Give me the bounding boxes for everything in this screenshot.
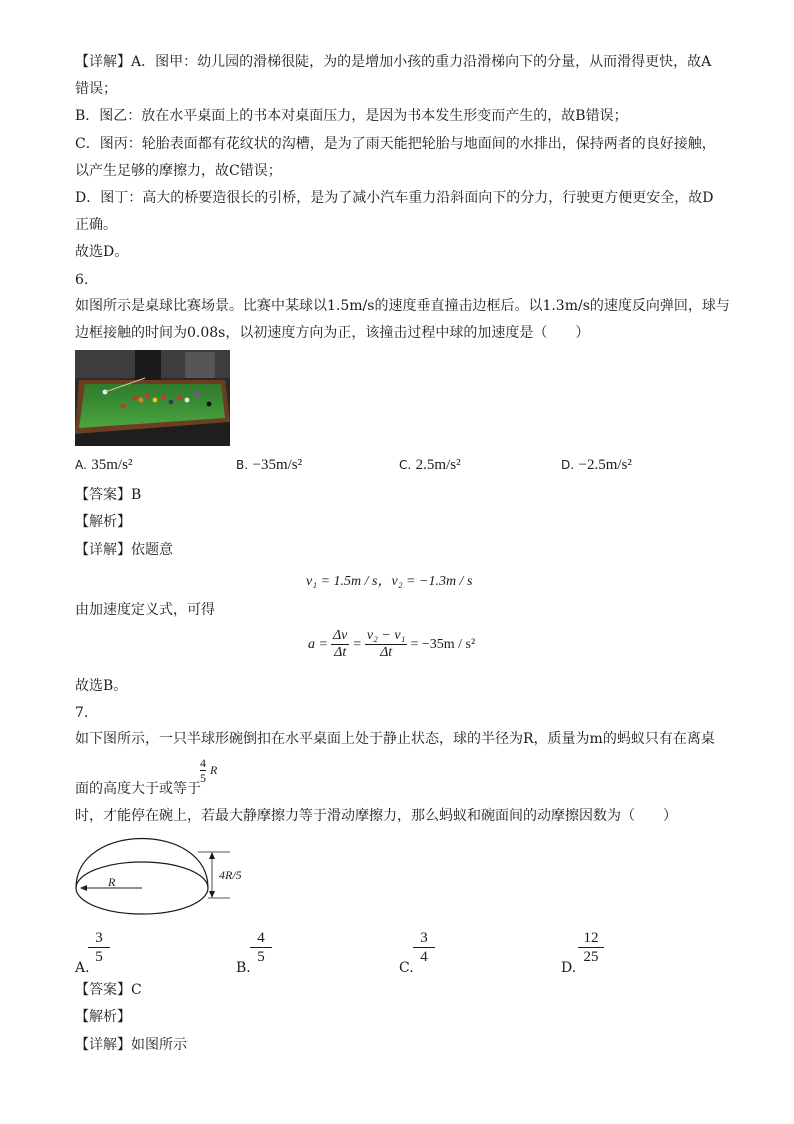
option-numerator: 3	[413, 929, 435, 948]
q5-detail-line-4: C．图丙：轮胎表面都有花纹状的沟槽，是为了雨天能把轮胎与地面间的水排出，保持两者的良好接触，	[75, 136, 716, 152]
q5-conclusion: 故选D。	[75, 244, 129, 260]
option-label: A.	[75, 458, 87, 472]
option-numerator: 4	[250, 929, 272, 948]
q7-answer: 【答案】C	[75, 982, 142, 998]
q7-option-a-value	[88, 929, 110, 966]
q6-option-b[interactable]	[236, 457, 302, 474]
option-value: −35m/s²	[252, 457, 303, 473]
option-value: 2.5m/s²	[415, 457, 461, 473]
q7-option-c-label[interactable]: C.	[399, 960, 414, 976]
q7-option-b-label[interactable]: B.	[236, 960, 251, 976]
height-label: 4R/5	[219, 868, 242, 882]
q6-definition-text: 由加速度定义式，可得	[75, 602, 215, 618]
q7-inline-fraction	[198, 756, 228, 785]
q7-stem-line-2: 面的高度大于或等于	[75, 781, 201, 797]
radius-label: R	[108, 875, 116, 889]
q6-equation-velocities: v₁ = 1.5m / s，v₂ = −1.3m / s	[306, 574, 473, 589]
q6-stem-line-1: 如图所示是桌球比赛场景。比赛中某球以1.5m/s的速度垂直撞击边框后。以1.3m/s的速度反向弹回，球与	[75, 298, 730, 314]
option-denominator: 5	[257, 949, 265, 965]
q7-option-c-value	[413, 929, 435, 966]
q7-option-a-label[interactable]: A.	[75, 960, 90, 976]
q7-option-d-value	[578, 929, 604, 966]
option-value: 35m/s²	[91, 457, 133, 473]
q6-option-d[interactable]	[561, 457, 632, 474]
eq-fraction-2-numerator: v₂ − v₁	[366, 628, 406, 643]
option-numerator: 12	[578, 929, 604, 948]
eq-rhs: = −35m / s²	[410, 636, 476, 652]
q7-inline-fraction-numerator: 4	[200, 756, 206, 770]
eq-fraction-1	[331, 628, 349, 661]
q7-option-d-label[interactable]: D.	[561, 960, 577, 976]
option-denominator: 5	[95, 949, 103, 965]
eq-lhs: a =	[308, 636, 328, 652]
hemisphere-bowl-figure	[72, 830, 252, 918]
option-label: C.	[399, 458, 412, 472]
q7-detail: 【详解】如图所示	[75, 1037, 187, 1053]
q6-conclusion: 故选B。	[75, 678, 128, 694]
q6-equation-acceleration	[308, 628, 475, 661]
eq-fraction-2	[365, 628, 408, 661]
billiards-photo	[75, 350, 230, 446]
q7-number: 7.	[75, 705, 89, 721]
q6-option-a[interactable]	[75, 457, 132, 474]
option-label: D.	[561, 458, 575, 472]
option-value: −2.5m/s²	[578, 457, 632, 473]
eq-fraction-2-denominator: Δt	[380, 645, 393, 660]
eq-fraction-1-numerator: Δv	[332, 628, 348, 643]
q7-option-b-value	[250, 929, 272, 966]
q6-option-c[interactable]	[399, 457, 461, 474]
q7-stem-line-1: 如下图所示，一只半球形碗倒扣在水平桌面上处于静止状态，球的半径为R，质量为m的蚂蚁只有在离桌	[75, 731, 715, 747]
q5-detail-line-3: B．图乙：放在水平桌面上的书本对桌面压力，是因为书本发生形变而产生的，故B错误；	[75, 108, 628, 124]
q6-answer: 【答案】B	[75, 487, 142, 503]
eq-equals: =	[352, 636, 362, 652]
option-denominator: 4	[420, 949, 428, 965]
q6-number: 6.	[75, 272, 89, 288]
option-label: B.	[236, 458, 249, 472]
q7-inline-fraction-denominator: 5	[200, 771, 206, 785]
q5-detail-line-5: 以产生足够的摩擦力，故C错误；	[75, 163, 282, 179]
q7-stem-line-3: 时，才能停在碗上，若最大静摩擦力等于滑动摩擦力，那么蚂蚁和碗面间的动摩擦因数为（ ）	[75, 808, 677, 824]
q5-detail-line-6: D．图丁：高大的桥要造很长的引桥，是为了减小汽车重力沿斜面向下的分力，行驶更方便更安全，故D	[75, 190, 714, 206]
q5-detail-line-7: 正确。	[75, 217, 117, 233]
q7-inline-fraction-variable: R	[210, 763, 218, 777]
eq-fraction-1-denominator: Δt	[334, 645, 347, 660]
option-denominator: 25	[583, 949, 599, 965]
q6-detail: 【详解】依题意	[75, 542, 173, 558]
q6-analysis-heading: 【解析】	[75, 514, 131, 530]
q5-detail-line-2: 错误；	[75, 81, 117, 97]
q5-detail-line-1: 【详解】A．图甲：幼儿园的滑梯很陡，为的是增加小孩的重力沿滑梯向下的分量，从而滑得更快，故A	[75, 54, 712, 70]
q6-stem-line-2: 边框接触的时间为0.08s，以初速度方向为正，该撞击过程中球的加速度是（ ）	[75, 325, 590, 341]
option-numerator: 3	[88, 929, 110, 948]
q7-analysis-heading: 【解析】	[75, 1009, 131, 1025]
